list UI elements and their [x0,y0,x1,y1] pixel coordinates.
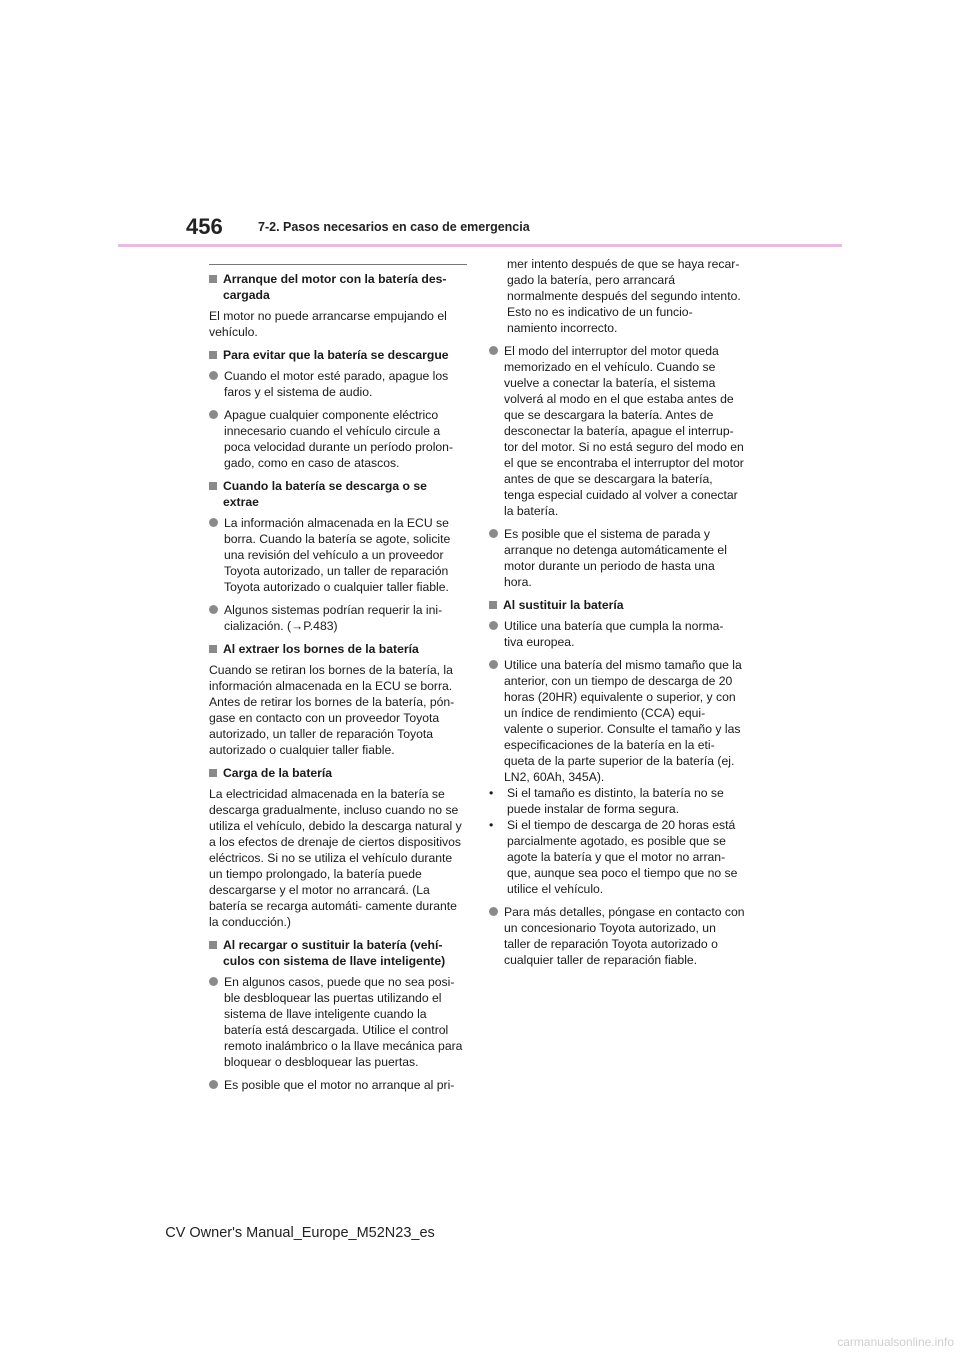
square-bullet-icon [209,275,217,283]
footer [0,1225,600,1241]
list-item: Para más detalles, póngase en contacto con un concesionario Toyota autorizado, un taller de reparación Toyota autorizado o cualquier taller de reparación fiable. [489,904,745,968]
square-bullet-icon [209,645,217,653]
round-bullet-icon [209,371,218,380]
heading-descarga-extrae: Cuando la batería se descarga o se extrae [209,478,465,510]
list-item: Utilice una batería que cumpla la norma- tiva europea. [489,618,745,650]
square-bullet-icon [209,482,217,490]
list-item: Es posible que el motor no arranque al pri- [209,1077,465,1093]
list-item: Algunos sistemas podrían requerir la ini- cialización. (→P.483) [209,602,465,634]
sub-list [489,785,745,897]
heading-carga-bateria: Carga de la batería [209,765,465,781]
round-bullet-icon [209,977,218,986]
round-bullet-icon [489,529,498,538]
sub-list-item: • Si el tamaño es distinto, la batería no se puede instalar de forma segura. [489,786,724,816]
round-bullet-icon [489,346,498,355]
list-item: Cuando el motor esté parado, apague los faros y el sistema de audio. [209,368,465,400]
paragraph: Cuando se retiran los bornes de la batería, la información almacenada en la ECU se borra. Antes de retirar los bornes de la batería, pón- gase en contacto con un proveedor Toyota autorizado, un taller de reparación Toyota autorizado o cualquier taller fiable. [209,663,455,757]
heading-arranque: Arranque del motor con la batería des- cargada [209,271,465,303]
round-bullet-icon [209,410,218,419]
round-bullet-icon [209,1080,218,1089]
heading-evitar-descarga: Para evitar que la batería se descargue [209,347,465,363]
round-bullet-icon [209,518,218,527]
list-item: Utilice una batería del mismo tamaño que la anterior, con un tiempo de descarga de 20 horas (20HR) equivalente o superior, y con un índice de rendimiento (CCA) equi- valente o superior. Consulte el tamaño y las especificaciones de la batería en la eti- queta de la parte superior de la batería (ej. LN2, 60Ah, 345A). [489,657,745,785]
heading-sustituir-bateria: Al sustituir la batería [489,597,745,613]
heading-extraer-bornes: Al extraer los bornes de la batería [209,641,465,657]
list-item-continuation: mer intento después de que se haya recar- gado la batería, pero arrancará normalmente después del segundo intento. Esto no es indicativo de un funcio- namiento incorrecto. [507,257,741,335]
round-bullet-icon [489,621,498,630]
watermark: carmanualsonline.info [837,1335,954,1349]
paragraph: La electricidad almacenada en la batería se descarga gradualmente, incluso cuando no se utiliza el vehículo, debido la descarga natural y a los efectos de drenaje de ciertos dispositivos eléctricos. Si no se utiliza el vehículo durante un tiempo prolongado, la batería puede descargarse y el motor no arrancará. (La batería se recarga automáti- camente durante la conducción.) [209,787,462,929]
round-bullet-icon [489,907,498,916]
square-bullet-icon [489,601,497,609]
square-bullet-icon [209,769,217,777]
heading-recargar-sustituir: Al recargar o sustituir la batería (vehí- culos con sistema de llave inteligente) [209,937,465,969]
right-column [489,256,745,975]
list-item: El modo del interruptor del motor queda memorizado en el vehículo. Cuando se vuelve a conectar la batería, el sistema volverá al modo en el que estaba antes de que se descargara la batería. Antes de desconectar la batería, apague el interrup- tor del motor. Si no está seguro del modo en el que se encontraba el interruptor del motor antes de que se descargara la batería, tenga especial cuidado al volver a conectar la batería. [489,343,745,519]
sub-list-item: • Si el tiempo de descarga de 20 horas está parcialmente agotado, es posible que se agote la batería y que el motor no arran- que, aunque sea poco el tiempo que no se utilice el vehículo. [489,818,738,896]
column-rule [209,264,467,265]
list-item: En algunos casos, puede que no sea posi- ble desbloquear las puertas utilizando el sistema de llave inteligente cuando la batería está descargada. Utilice el control remoto inalámbrico o la llave mecánica para bloquear o desbloquear las puertas. [209,974,465,1070]
header-rule [118,244,842,247]
list-item: Es posible que el sistema de parada y arranque no detenga automáticamente el motor durante un periodo de hasta una hora. [489,526,745,590]
list-item: La información almacenada en la ECU se borra. Cuando la batería se agote, solicite una revisión del vehículo a un proveedor Toyota autorizado, un taller de reparación Toyota autorizado o cualquier taller fiable. [209,515,465,595]
dot-marker: • [489,818,494,832]
section-title: 7-2. Pasos necesarios en caso de emergencia [258,220,530,234]
manual-name: CV Owner's Manual_Europe_M52N23_es [165,1225,435,1241]
round-bullet-icon [209,605,218,614]
square-bullet-icon [209,941,217,949]
page-number: 456 [186,214,223,239]
square-bullet-icon [209,351,217,359]
round-bullet-icon [489,660,498,669]
paragraph: El motor no puede arrancarse empujando el vehículo. [209,309,447,339]
left-column [209,271,465,1100]
list-item: Apague cualquier componente eléctrico innecesario cuando el vehículo circule a poca velocidad durante un período prolon- gado, como en caso de atascos. [209,407,465,471]
dot-marker: • [489,786,494,800]
